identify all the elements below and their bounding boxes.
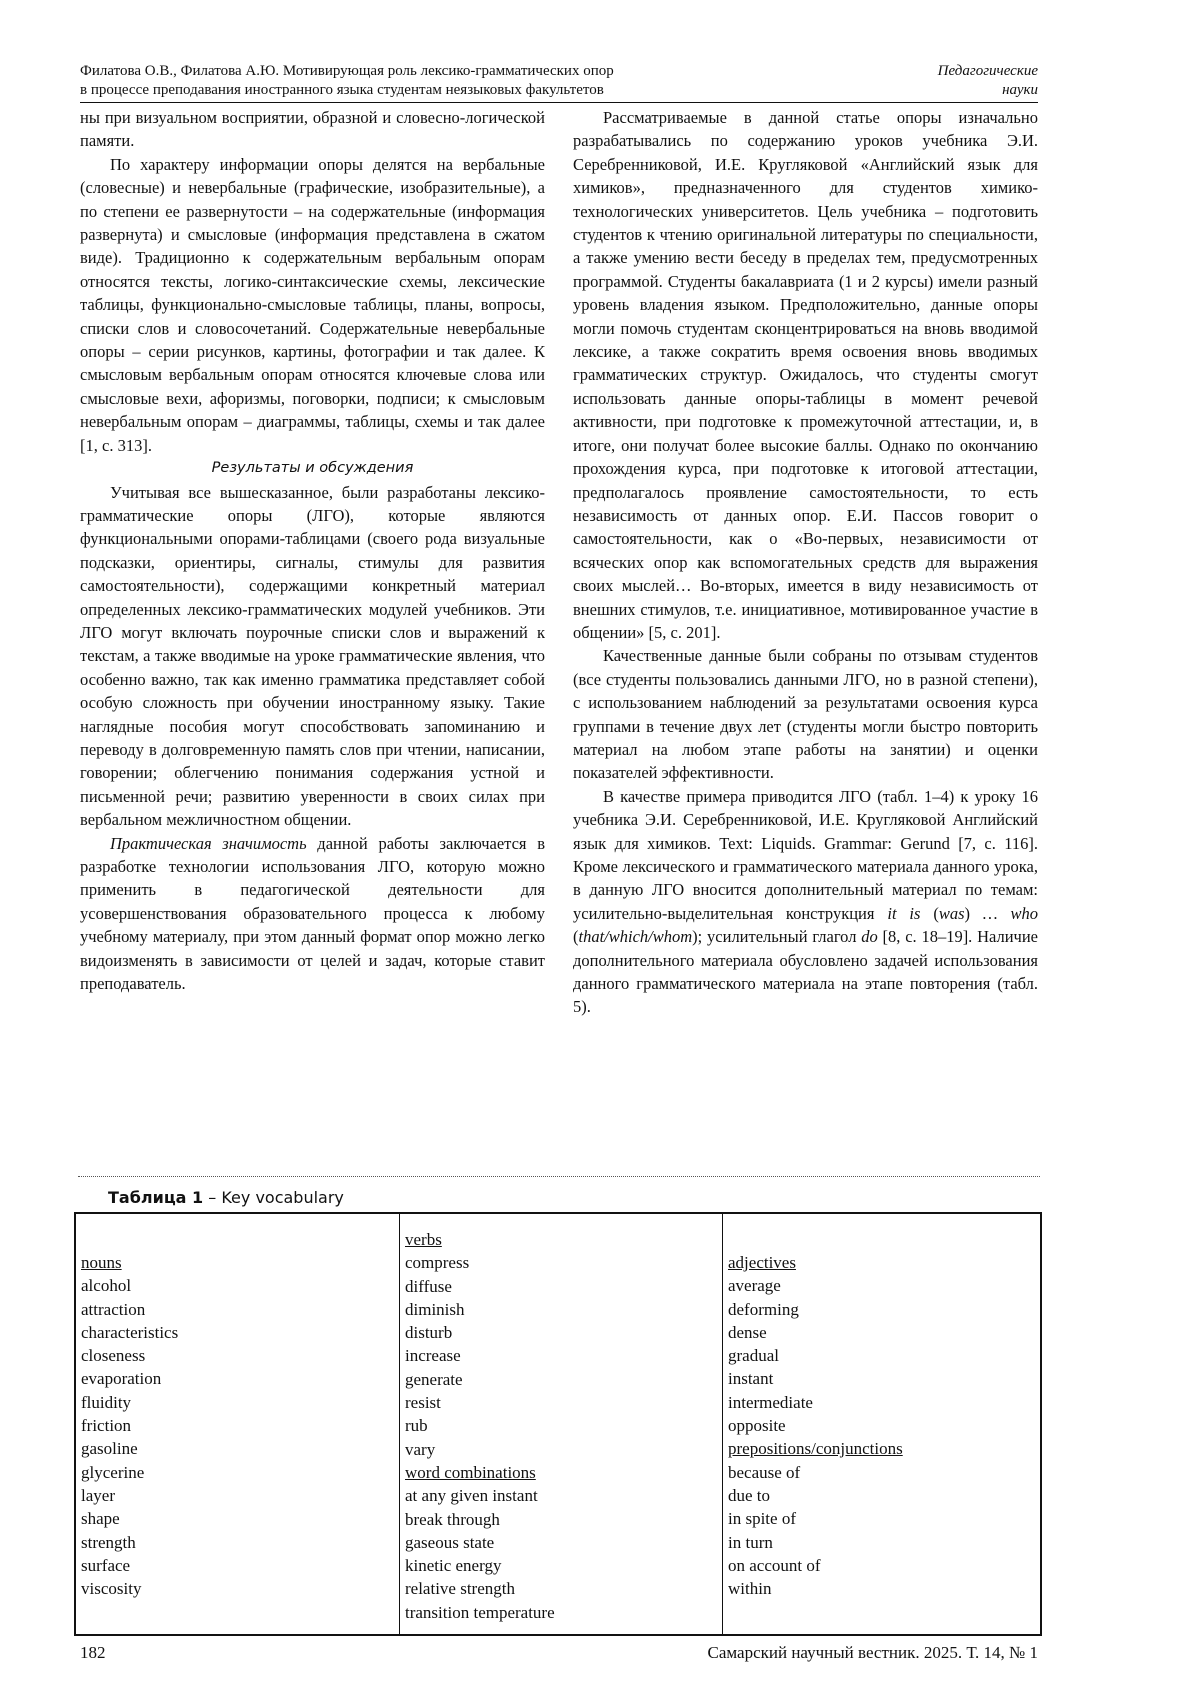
article-body: [80, 106, 1038, 1136]
paragraph: По характеру информации опоры делятся на вербальные (словесные) и невербальные (графические, изобразительные), а по степени ее развернутости – на содержательные (информация развернута) и смысловые (информация представлена в сжатом виде). Традиционно к содержательным вербальным опорам относятся тексты, логико-синтаксические схемы, лексические таблицы, функционально-смысловые таблицы, планы, вопросы, списки слов и словосочетаний. Содержательные невербальные опоры – серии рисунков, картины, фотографии и так далее. К смысловым вербальным опорам относятся ключевые слова или смысловые вехи, афоризмы, поговорки, подписи; к смысловым невербальным опорам – диаграммы, таблицы, схемы и так далее [1, с. 313].: [80, 154, 545, 455]
paragraph-text: В качестве примера приводится ЛГО (табл. 1–4) к уроку 16 учебника Э.И. Серебренниковой, И.Е. Кругляковой Английский язык для химиков. Text: Liquids. Grammar: Gerund [7, с. 116]. Кроме лексического и грамматического материала данного урока, в данную ЛГО вносится дополнительный материал по темам: усилительно-выделительная конструкция: [573, 786, 1038, 923]
paragraph: Качественные данные были собраны по отзывам студентов (все студенты пользовались данными ЛГО, но в разной степени), с использованием наблюдений за результатами освоения курса группами в течение двух лет (студенты могли быстро повторить материал на любом этапе работы на занятии) и оценки показателей эффективности.: [573, 646, 1038, 783]
vocab-item: diminish: [405, 1299, 465, 1319]
emphasis: Практическая значимость: [110, 833, 307, 853]
vocab-item: on account of: [728, 1555, 821, 1575]
vocab-item: within: [728, 1579, 772, 1599]
header-section: [838, 62, 1038, 100]
vocab-item: due to: [728, 1485, 771, 1505]
paragraph-text: (: [573, 927, 579, 947]
vocab-item: resist: [405, 1393, 441, 1413]
vocab-item: closeness: [81, 1346, 146, 1366]
left-column: [80, 106, 545, 995]
vocab-item: at any given instant: [405, 1486, 538, 1506]
right-column: [573, 106, 1038, 1019]
emphasis: was: [938, 903, 965, 923]
vocabulary-table: [74, 1212, 1042, 1636]
vocab-item: rub: [405, 1416, 428, 1436]
word-list: [728, 1461, 1040, 1601]
vocab-item: kinetic energy: [405, 1556, 502, 1576]
vocab-item: in turn: [728, 1532, 773, 1552]
paragraph: ны при визуальном восприятии, образной и словесно-логической памяти.: [80, 108, 545, 151]
emphasis: do: [861, 927, 878, 947]
emphasis: … who: [982, 903, 1038, 923]
vocab-item: dense: [728, 1322, 767, 1342]
vocab-item: increase: [405, 1346, 461, 1366]
vocab-item: intermediate: [728, 1392, 813, 1412]
paragraph-text: ): [964, 903, 983, 923]
word-list: [728, 1274, 1040, 1437]
table-separator: [78, 1176, 1040, 1177]
vocab-item: characteristics: [81, 1322, 179, 1342]
table-caption: [108, 1187, 344, 1209]
vocab-item: strength: [81, 1532, 136, 1552]
header-left-line-2: в процессе преподавания иностранного языка студентам неязыковых факультетов: [80, 82, 604, 98]
table-caption-label: Таблица 1: [108, 1188, 204, 1207]
column-heading: nouns: [81, 1253, 122, 1272]
vocab-item: because of: [728, 1462, 801, 1482]
paragraph-text: (: [920, 903, 939, 923]
vocab-item: gaseous state: [405, 1532, 495, 1552]
vocab-item: alcohol: [81, 1276, 132, 1296]
paragraph: Учитывая все вышесказанное, были разработаны лексико-грамматические опоры (ЛГО), которые являются функциональными опорами-таблицами (своего рода визуальные подсказки, ориентиры, сигналы, стимулы для развития самостоятельности), содержащими конкретный материал определенных лексико-грамматических модулей учебников. Эти ЛГО могут включать поурочные списки слов и выражений к текстам, а также вводимые на уроке грамматические явления, что особенно важно, так как именно грамматика представляет собой особую сложность при обучении иностранному языку. Такие наглядные пособия могут способствовать запоминанию и переводу в долговременную память слов при чтении, написании, говорении; облегчению понимания содержания устной и письменной речи; развитию уверенности в своих силах при вербальном межличностном общении.: [80, 482, 545, 830]
word-list: [405, 1251, 722, 1461]
vocab-item: friction: [81, 1416, 132, 1436]
paragraph: [80, 832, 545, 996]
vocab-item: gasoline: [81, 1439, 138, 1459]
column-heading: adjectives: [728, 1253, 796, 1272]
paragraph-text: [8, с. 18–19]. Наличие дополнительного материала обусловлено задачей использования данного грамматического материала на этапе повторения (табл. 5).: [573, 927, 1038, 1017]
header-right-line-1: Педагогические: [937, 63, 1038, 79]
word-list: [405, 1484, 722, 1624]
page-number: 182: [80, 1643, 106, 1662]
vocab-item: fluidity: [81, 1392, 132, 1412]
vocab-item: disturb: [405, 1323, 453, 1343]
vocab-item: layer: [81, 1485, 115, 1505]
vocab-item: surface: [81, 1555, 131, 1575]
table-caption-title: – Key vocabulary: [203, 1188, 344, 1207]
running-header: [80, 62, 1038, 102]
vocab-item: attraction: [81, 1299, 146, 1319]
vocab-item: transition temperature: [405, 1602, 555, 1622]
header-authors-title: [80, 62, 780, 100]
vocab-item: break through: [405, 1509, 500, 1529]
vocab-item: instant: [728, 1369, 774, 1389]
column-subheading: prepositions/conjunctions: [728, 1439, 903, 1459]
paragraph: Рассматриваемые в данной статье опоры изначально разрабатывались по содержанию уроков учебника Э.И. Серебренниковой, И.Е. Кругляковой «Английский язык для химиков», предназначенного для студентов химико-технологических университетов. Цель учебника – подготовить студентов к чтению оригинальной литературы по специальности, а также умению вести беседу в пределах тем, предусмотренных программой. Студенты бакалавриата (1 и 2 курсы) имели разный уровень владения языком. Предположительно, данные опоры могли помочь студентам сконцентрироваться на вновь вводимой лексике, а также сократить время освоения вновь вводимых грамматических структур. Ожидалось, что студенты смогут использовать данные опоры-таблицы в момент речевой активности, при подготовке к промежуточной аттестации, и, в итоге, они получат более высокие баллы. Однако по окончанию прохождения курса, при подготовке к итоговой аттестации, предполагалось проявление самостоятельности, то есть независимость от данных опор. Е.И. Пассов говорит о самостоятельности, как о «Во-первых, независимости от всяческих опор как вспомогательных средств для выражения своих мыслей… Во-вторых, имеется в виду независимость от внешних стимулов, т.е. инициативное, мотивированное участие в общении» [5, с. 201].: [573, 108, 1038, 642]
paragraph-text: ); усилительный глагол: [692, 927, 862, 947]
section-heading: Результаты и обсуждения: [211, 460, 414, 477]
column-heading: verbs: [405, 1230, 442, 1249]
header-divider: [80, 102, 1038, 103]
header-left-line-1: Филатова О.В., Филатова А.Ю. Мотивирующая роль лексико-грамматических опор: [80, 63, 614, 79]
vocab-item: viscosity: [81, 1579, 142, 1599]
header-right-line-2: науки: [1002, 82, 1038, 98]
table-column-nouns: [76, 1214, 399, 1634]
vocab-item: in spite of: [728, 1509, 796, 1529]
vocab-item: deforming: [728, 1299, 799, 1319]
vocab-item: evaporation: [81, 1369, 162, 1389]
emphasis: that/which/whom: [578, 927, 693, 947]
page-footer: [80, 1641, 1038, 1667]
vocab-item: shape: [81, 1509, 120, 1529]
vocab-item: vary: [405, 1439, 436, 1459]
table-column-adjectives: [722, 1214, 1040, 1634]
paragraph: [573, 785, 1038, 1019]
emphasis: it is: [887, 903, 921, 923]
vocab-item: diffuse: [405, 1276, 452, 1296]
vocab-item: gradual: [728, 1346, 779, 1366]
vocab-item: generate: [405, 1369, 463, 1389]
journal-citation: Самарский научный вестник. 2025. Т. 14, № 1: [707, 1643, 1038, 1662]
paragraph-text: данной работы заключается в разработке технологии использования ЛГО, которую можно применить в педагогической деятельности для усовершенствования образовательного процесса к любому учебному материалу, при этом данный формат опор можно легко видоизменять в зависимости от целей и задач, которые ставит преподаватель.: [80, 833, 545, 994]
table-column-verbs: [399, 1214, 722, 1634]
vocab-item: average: [728, 1276, 781, 1296]
vocab-item: opposite: [728, 1416, 786, 1436]
vocab-item: compress: [405, 1253, 470, 1273]
column-subheading: word combinations: [405, 1462, 536, 1482]
vocab-item: glycerine: [81, 1462, 145, 1482]
word-list: [81, 1274, 399, 1600]
vocab-item: relative strength: [405, 1579, 515, 1599]
